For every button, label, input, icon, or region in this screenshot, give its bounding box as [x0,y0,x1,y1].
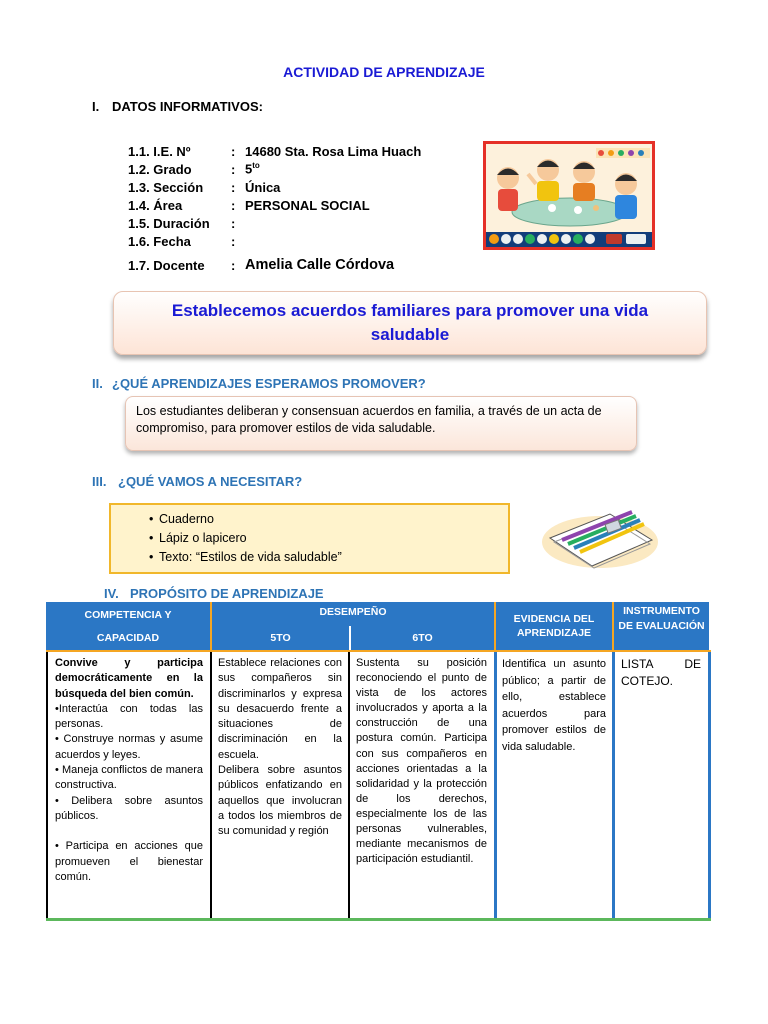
info-value [245,161,260,176]
column-line [708,652,711,920]
cell-competencia [50,654,208,887]
section-1-number: I. [92,99,100,114]
session-title-box [113,291,707,355]
info-label: 1.2. Grado [128,161,192,177]
info-row-docente [128,254,421,276]
desempeno-5to-paragraph: Delibera sobre asuntos públicos enfatizando en aquellos que involucran a todos los miembros de su comunidad y región [218,764,342,838]
document-title: ACTIVIDAD DE APRENDIZAJE [283,64,485,80]
info-row-area [128,196,421,214]
info-value: Amelia Calle Córdova [245,257,395,273]
list-item [149,529,508,548]
session-title: Establecemos acuerdos familiares para promover una vida saludable [171,301,649,344]
column-line [612,652,615,920]
column-line [210,652,212,920]
info-row-grado [128,160,421,178]
info-label: 1.1. I.E. Nº [128,143,191,159]
bullet: • [149,512,154,526]
cell-5to [213,654,347,842]
info-label: 1.5. Duración [128,215,210,231]
section-4-title: PROPÓSITO DE APRENDIZAJE [130,586,324,601]
materials-list [109,503,510,574]
header-6to: 6TO [351,626,494,650]
header-instrumento: INSTRUMENTO DE EVALUACIÓN [614,602,709,650]
cell-6to: Sustenta su posición reconociendo el punto de vista de los actores involucrados y aporta a la construcción de una postura común. Participa con sus compañeros en acciones orientadas a la solidaridad y la protección de los derechos, especialmente los de las personas vulnerables, mediante mecanismos de participación estudiantil. [356,657,487,866]
section-1-title: DATOS INFORMATIVOS: [112,99,263,114]
grado-suffix: to [252,161,260,171]
section-2-heading [92,376,426,391]
info-row-fecha [128,232,421,250]
table-bottom-border [46,918,711,921]
info-label: 1.7. Docente [128,257,205,273]
header-competencia-line2: CAPACIDAD [96,632,160,644]
material-label: Lápiz o lapicero [159,531,247,545]
header-divider [494,602,496,650]
desempeno-5to-paragraph: Establece relaciones con sus compañeros sin discriminarlos y expresa su desacuerdo frente a situaciones de discriminación en la escuela. [218,657,342,761]
bullet: • [149,531,154,545]
info-colon: : [231,179,236,195]
children-table-illustration [483,141,655,250]
list-item [149,548,508,567]
notebook-pencils-icon [540,490,662,572]
section-2-number: II. [92,376,103,391]
info-colon: : [231,257,236,273]
column-line [46,652,48,920]
header-divider [612,602,614,650]
section-3-heading [92,474,302,489]
header-competencia [46,602,210,650]
info-label: 1.4. Área [128,197,183,213]
learning-expectation-text: Los estudiantes deliberan y consensuan acuerdos en familia, a través de un acta de compromiso, para promover estilos de vida saludable. [136,404,602,435]
info-label: 1.6. Fecha [128,233,191,249]
header-evidencia: EVIDENCIA DEL APRENDIZAJE [496,602,612,650]
competencia-item: •Interactúa con todas las personas. [55,702,203,731]
section-1-heading [92,99,263,114]
header-divider [210,602,212,650]
competencia-title: Convive y participa democráticamente en la búsqueda del bien común. [55,657,203,700]
learning-purpose-table [46,602,711,920]
info-row-ie [128,142,421,160]
bullet: • [149,550,154,564]
section-3-title: ¿QUÉ VAMOS A NECESITAR? [118,474,303,489]
info-value: PERSONAL SOCIAL [245,197,370,213]
info-value: 14680 Sta. Rosa Lima Huach [245,143,422,159]
section-4-heading [104,586,324,601]
info-colon: : [231,215,236,231]
children-illustration-icon [486,144,652,247]
header-competencia-line1: COMPETENCIA Y [84,609,172,621]
competencia-item: • Participa en acciones que promueven el bienestar común. [55,840,203,883]
info-colon: : [231,197,236,213]
header-desempeno: DESEMPEÑO [212,602,494,626]
info-label: 1.3. Sección [128,179,204,195]
section-4-number: IV. [104,586,119,601]
competencia-item: • Construye normas y asume acuerdos y leyes. [55,733,203,761]
info-colon: : [231,233,236,249]
competencia-item: • Maneja conflictos de manera constructiva. [55,764,203,792]
header-5to: 5TO [212,626,349,650]
cell-instrumento: LISTA DE COTEJO. [621,657,701,688]
info-colon: : [231,143,236,159]
info-colon: : [231,161,236,177]
info-value: Única [245,179,281,195]
info-table [128,142,421,276]
section-3-number: III. [92,474,107,489]
column-line [348,652,350,920]
learning-expectation-box [125,396,637,451]
section-2-title: ¿QUÉ APRENDIZAJES ESPERAMOS PROMOVER? [112,376,426,391]
cell-evidencia: Identifica un asunto público; a partir de ello, establece acuerdos para promover estilos de vida saludable. [502,658,606,753]
info-row-duracion [128,214,421,232]
list-item [149,510,508,529]
info-row-seccion [128,178,421,196]
material-label: Texto: “Estilos de vida saludable” [159,550,342,564]
material-label: Cuaderno [159,512,214,526]
grado-number: 5 [245,161,253,177]
competencia-item: • Delibera sobre asuntos públicos. [55,794,203,822]
